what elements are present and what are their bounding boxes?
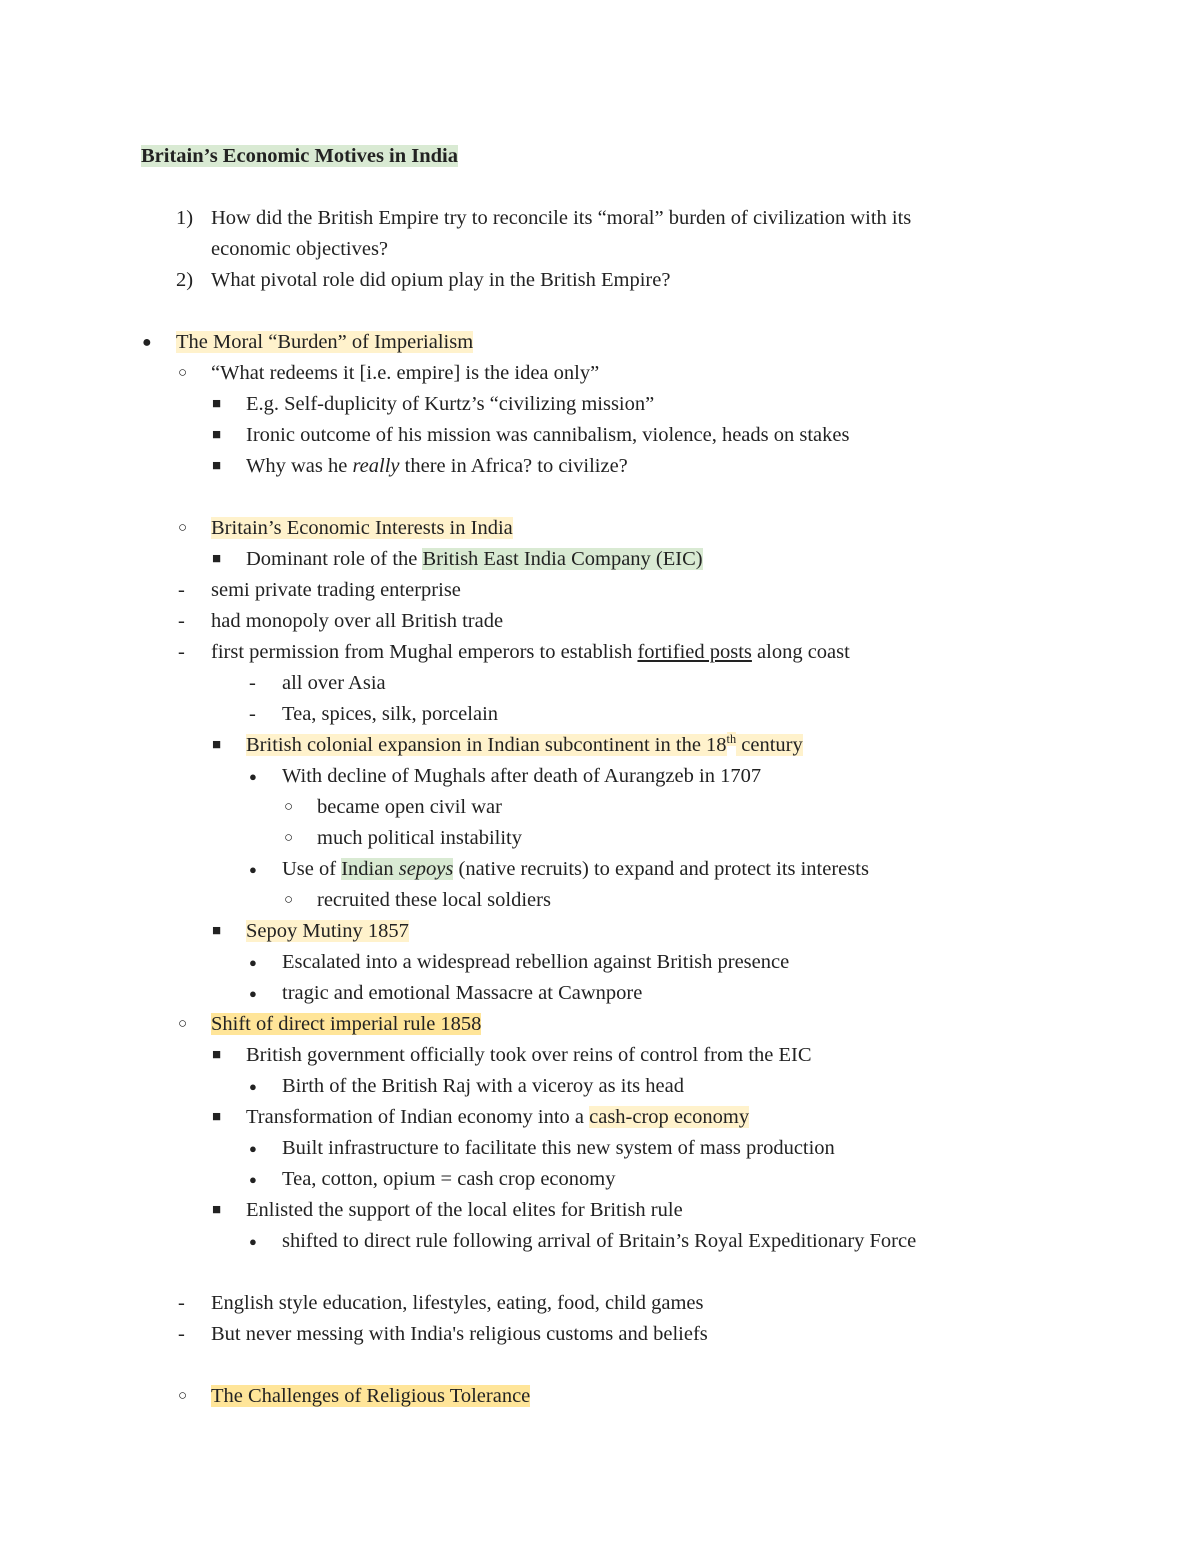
bullet-marker: ●	[249, 1172, 257, 1187]
text-segment: British government officially took over reins of control from the EIC	[246, 1044, 812, 1066]
bullet-marker: -	[178, 579, 185, 601]
list-item	[0, 265, 1200, 296]
list-item-text	[211, 1381, 530, 1412]
list-item-text	[282, 1226, 916, 1257]
bullet-marker: ●	[249, 986, 257, 1001]
blank-line	[0, 172, 1200, 203]
text-segment: really	[352, 455, 400, 477]
text-segment: tragic and emotional Massacre at Cawnpore	[282, 982, 643, 1004]
list-item	[0, 1288, 1200, 1319]
list-item-text	[282, 761, 761, 792]
list-item-text	[211, 1009, 481, 1040]
list-item-text	[246, 730, 803, 761]
text-segment: all over Asia	[282, 672, 386, 694]
bullet-marker: ○	[178, 365, 188, 381]
highlighted-text: Sepoy Mutiny 1857	[246, 920, 409, 942]
text-segment: shifted to direct rule following arrival of Britain’s Royal Expeditionary Force	[282, 1230, 917, 1252]
highlighted-text: Indian	[341, 858, 399, 880]
list-item-text	[211, 358, 599, 389]
text-segment: E.g. Self-duplicity of Kurtz’s “civilizing mission”	[246, 393, 655, 415]
list-item	[0, 451, 1200, 482]
text-segment: economic objectives?	[211, 238, 389, 260]
blank-line	[0, 296, 1200, 327]
text-segment: Escalated into a widespread rebellion against British presence	[282, 951, 790, 973]
bullet-marker: ●	[142, 334, 152, 351]
text-segment: With decline of Mughals after death of Aurangzeb in 1707	[282, 765, 762, 787]
blank-line	[0, 1350, 1200, 1381]
list-item	[0, 606, 1200, 637]
list-item-text	[246, 420, 849, 451]
bullet-marker: ■	[212, 396, 222, 412]
list-item-text	[282, 854, 869, 885]
list-item	[0, 699, 1200, 730]
bullet-marker: -	[249, 703, 256, 725]
list-item-text	[211, 575, 461, 606]
list-item	[0, 234, 1200, 265]
bullet-marker: ●	[249, 769, 257, 784]
document-page	[0, 141, 1200, 1412]
list-item	[0, 1133, 1200, 1164]
list-item	[0, 916, 1200, 947]
highlighted-text: The Challenges of Religious Tolerance	[211, 1385, 531, 1407]
list-item-text	[282, 699, 498, 730]
highlighted-text: th	[726, 732, 737, 747]
text-segment: first permission from Mughal emperors to establish	[211, 641, 638, 663]
list-item-text	[211, 1319, 708, 1350]
text-segment: Transformation of Indian economy into a	[246, 1106, 590, 1128]
text-segment: fortified posts	[637, 641, 752, 663]
bullet-marker: ■	[212, 1109, 222, 1125]
list-item-text	[282, 1164, 615, 1195]
list-item	[0, 823, 1200, 854]
bullet-marker: -	[178, 610, 185, 632]
bullet-marker: 1)	[176, 207, 194, 229]
list-item-text	[211, 1288, 703, 1319]
text-segment: “What redeems it [i.e. empire] is the idea only”	[211, 362, 600, 384]
highlighted-text: The Moral “Burden” of Imperialism	[176, 331, 474, 353]
text-segment: Tea, cotton, opium = cash crop economy	[282, 1168, 616, 1190]
list-item-text	[211, 513, 513, 544]
list-item-text	[282, 668, 386, 699]
list-item-text	[282, 947, 789, 978]
list-item-text	[282, 1071, 684, 1102]
bullet-marker: ○	[178, 520, 188, 536]
list-item	[0, 1102, 1200, 1133]
list-item	[0, 513, 1200, 544]
text-segment: Birth of the British Raj with a viceroy as its head	[282, 1075, 684, 1097]
list-item	[0, 575, 1200, 606]
text-segment: Use of	[282, 858, 342, 880]
text-segment: had monopoly over all British trade	[211, 610, 504, 632]
list-item	[0, 978, 1200, 1009]
list-item-text	[246, 1102, 749, 1133]
highlighted-text: century	[736, 734, 803, 756]
bullet-marker: -	[178, 641, 185, 663]
list-item	[0, 327, 1200, 358]
bullet-marker: ○	[178, 1016, 188, 1032]
list-item-text	[211, 203, 911, 234]
bullet-marker: -	[178, 1292, 185, 1314]
list-item	[0, 389, 1200, 420]
list-item	[0, 358, 1200, 389]
list-item	[0, 1071, 1200, 1102]
bullet-marker: ■	[212, 923, 222, 939]
text-segment: What pivotal role did opium play in the British Empire?	[211, 269, 671, 291]
bullet-marker: -	[178, 1323, 185, 1345]
list-item	[0, 1381, 1200, 1412]
list-item	[0, 792, 1200, 823]
bullet-marker: ■	[212, 737, 222, 753]
list-item-text	[246, 389, 654, 420]
list-item-text	[246, 1040, 812, 1071]
text-segment: Dominant role of the	[246, 548, 423, 570]
text-segment: How did the British Empire try to reconcile its “moral” burden of civilization with its	[211, 207, 912, 229]
list-item-text	[246, 451, 628, 482]
list-item	[0, 203, 1200, 234]
text-segment: much political instability	[317, 827, 522, 849]
bullet-marker: ■	[212, 1202, 222, 1218]
bullet-marker: ○	[284, 830, 294, 846]
document-title	[0, 141, 1200, 172]
highlighted-text: Britain’s Economic Motives in India	[141, 145, 458, 167]
bullet-marker: -	[249, 672, 256, 694]
list-item-text	[141, 141, 458, 172]
list-item	[0, 668, 1200, 699]
bullet-marker: ●	[249, 1141, 257, 1156]
list-item	[0, 1040, 1200, 1071]
bullet-marker: ○	[178, 1388, 188, 1404]
list-item-text	[211, 265, 670, 296]
text-segment: along coast	[751, 641, 850, 663]
text-segment: Ironic outcome of his mission was cannibalism, violence, heads on stakes	[246, 424, 850, 446]
list-item-text	[246, 544, 703, 575]
list-item	[0, 637, 1200, 668]
bullet-marker: ■	[212, 427, 222, 443]
bullet-marker: ■	[212, 1047, 222, 1063]
list-item	[0, 1226, 1200, 1257]
bullet-marker: ■	[212, 458, 222, 474]
list-item	[0, 420, 1200, 451]
text-segment: English style education, lifestyles, eating, food, child games	[211, 1292, 704, 1314]
bullet-marker: ○	[284, 799, 294, 815]
list-item-text	[211, 234, 388, 265]
list-item	[0, 730, 1200, 761]
highlighted-text: Britain’s Economic Interests in India	[211, 517, 513, 539]
list-item	[0, 1319, 1200, 1350]
list-item-text	[282, 978, 642, 1009]
text-segment: became open civil war	[317, 796, 502, 818]
bullet-marker: ●	[249, 862, 257, 877]
text-segment: Built infrastructure to facilitate this new system of mass production	[282, 1137, 835, 1159]
highlighted-text: sepoys	[398, 858, 454, 880]
highlighted-text: Shift of direct imperial rule 1858	[211, 1013, 482, 1035]
list-item	[0, 1195, 1200, 1226]
text-segment: recruited these local soldiers	[317, 889, 551, 911]
text-segment: Enlisted the support of the local elites for British rule	[246, 1199, 683, 1221]
blank-line	[0, 482, 1200, 513]
list-item-text	[246, 916, 409, 947]
bullet-marker: ●	[249, 955, 257, 970]
list-item	[0, 544, 1200, 575]
bullet-marker: ●	[249, 1079, 257, 1094]
highlighted-text: cash-crop economy	[589, 1106, 750, 1128]
list-item	[0, 885, 1200, 916]
list-item-text	[317, 792, 502, 823]
list-item-text	[282, 1133, 835, 1164]
highlighted-text: British colonial expansion in Indian subcontinent in the 18	[246, 734, 727, 756]
list-item-text	[246, 1195, 683, 1226]
bullet-marker: 2)	[176, 269, 194, 291]
list-item	[0, 761, 1200, 792]
text-segment: (native recruits) to expand and protect its interests	[453, 858, 869, 880]
list-item	[0, 1009, 1200, 1040]
list-item-text	[211, 637, 850, 668]
bullet-marker: ○	[284, 892, 294, 908]
text-segment: semi private trading enterprise	[211, 579, 461, 601]
list-item	[0, 947, 1200, 978]
list-item-text	[317, 823, 522, 854]
text-segment: Tea, spices, silk, porcelain	[282, 703, 499, 725]
blank-line	[0, 1257, 1200, 1288]
text-segment: Why was he	[246, 455, 353, 477]
text-segment: But never messing with India's religious customs and beliefs	[211, 1323, 708, 1345]
list-item	[0, 854, 1200, 885]
list-item-text	[211, 606, 503, 637]
text-segment: there in Africa? to civilize?	[399, 455, 628, 477]
list-item-text	[317, 885, 551, 916]
list-item-text	[176, 327, 473, 358]
bullet-marker: ●	[249, 1234, 257, 1249]
highlighted-text: British East India Company (EIC)	[422, 548, 703, 570]
list-item	[0, 1164, 1200, 1195]
bullet-marker: ■	[212, 551, 222, 567]
